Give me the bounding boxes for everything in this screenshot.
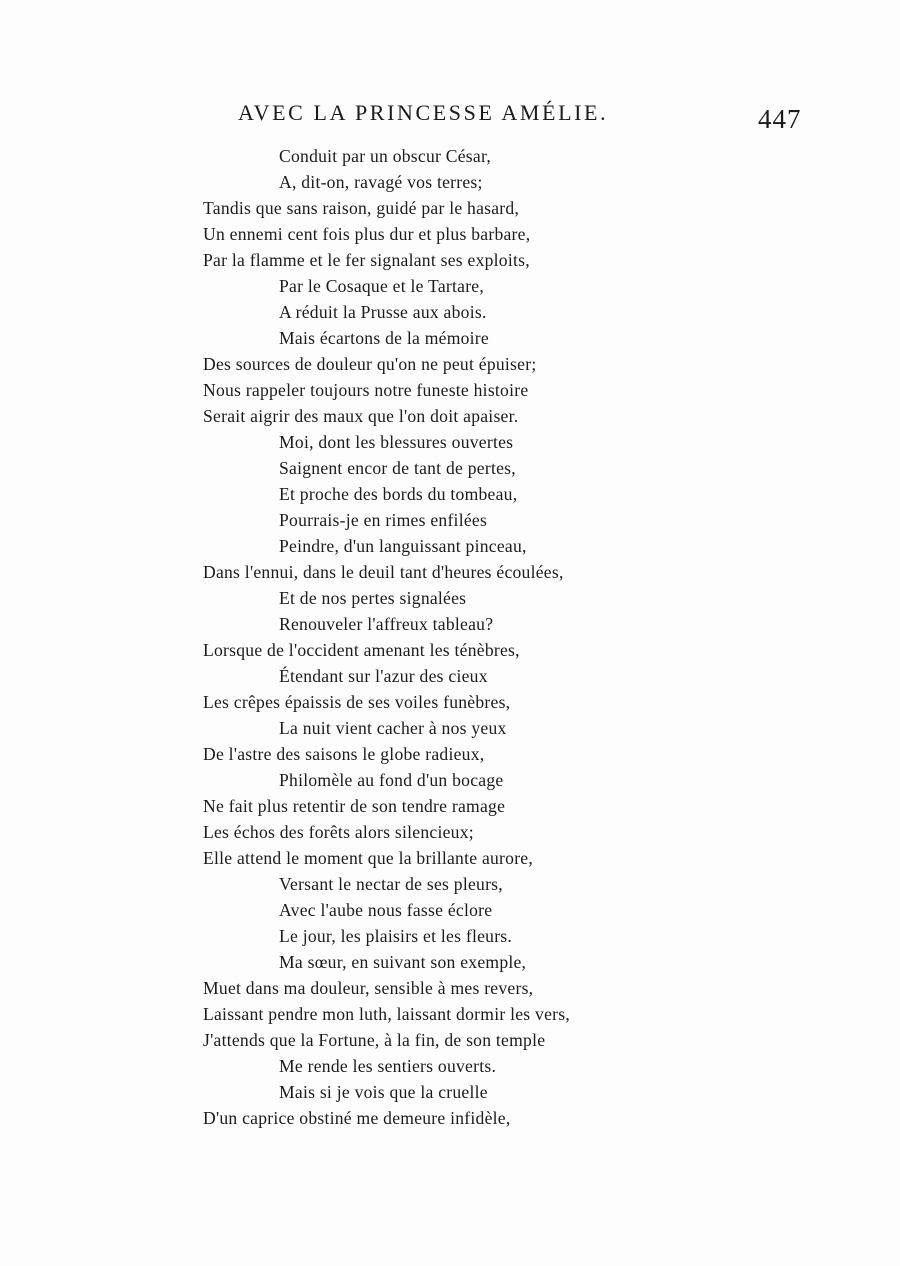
poem-line: Peindre, d'un languissant pinceau,: [279, 536, 527, 556]
poem-line: De l'astre des saisons le globe radieux,: [203, 744, 485, 764]
poem-line: Mais si je vois que la cruelle: [279, 1082, 488, 1102]
poem-line: Elle attend le moment que la brillante aurore,: [203, 848, 534, 868]
poem-line: Serait aigrir des maux que l'on doit apaiser.: [203, 406, 519, 426]
poem-line: Et de nos pertes signalées: [279, 588, 467, 608]
poem-line: Tandis que sans raison, guidé par le hasard,: [203, 198, 520, 218]
poem-line: Philomèle au fond d'un bocage: [279, 770, 504, 790]
poem-line: Pourrais-je en rimes enfilées: [279, 510, 488, 530]
poem-line: Mais écartons de la mémoire: [279, 328, 489, 348]
poem-line: Muet dans ma douleur, sensible à mes revers,: [203, 978, 534, 998]
running-head: AVEC LA PRINCESSE AMÉLIE.: [238, 100, 609, 125]
poem-line: A, dit-on, ravagé vos terres;: [279, 172, 483, 192]
poem-line: Renouveler l'affreux tableau?: [279, 614, 494, 634]
poem-line: La nuit vient cacher à nos yeux: [279, 718, 507, 738]
poem-line: Moi, dont les blessures ouvertes: [279, 432, 514, 452]
poem-line: Versant le nectar de ses pleurs,: [279, 874, 503, 894]
poem-line: Des sources de douleur qu'on ne peut épuiser;: [203, 354, 537, 374]
poem-line: Lorsque de l'occident amenant les ténèbres,: [203, 640, 520, 660]
poem-line: Avec l'aube nous fasse éclore: [279, 900, 493, 920]
poem-line: Dans l'ennui, dans le deuil tant d'heures écoulées,: [203, 562, 564, 582]
poem-line: Les échos des forêts alors silencieux;: [203, 822, 474, 842]
poem-line: Par la flamme et le fer signalant ses exploits,: [203, 250, 530, 270]
poem-line: Étendant sur l'azur des cieux: [279, 666, 488, 686]
poem-line: J'attends que la Fortune, à la fin, de son temple: [203, 1030, 546, 1050]
poem-line: Ne fait plus retentir de son tendre ramage: [203, 796, 506, 816]
poem-line: Un ennemi cent fois plus dur et plus barbare,: [203, 224, 531, 244]
poem-line: Les crêpes épaissis de ses voiles funèbres,: [203, 692, 511, 712]
poem-line: A réduit la Prusse aux abois.: [279, 302, 487, 322]
poem-line: Le jour, les plaisirs et les fleurs.: [279, 926, 513, 946]
poem-line: Nous rappeler toujours notre funeste histoire: [203, 380, 529, 400]
poem-line: Et proche des bords du tombeau,: [279, 484, 518, 504]
poem-line: Ma sœur, en suivant son exemple,: [279, 952, 527, 972]
poem-line: Laissant pendre mon luth, laissant dormir les vers,: [203, 1004, 570, 1024]
poem-line: D'un caprice obstiné me demeure infidèle,: [203, 1108, 511, 1128]
poem-line: Me rende les sentiers ouverts.: [279, 1056, 497, 1076]
poem-body: [203, 143, 673, 1131]
poem-line: Conduit par un obscur César,: [279, 146, 492, 166]
poem-line: Par le Cosaque et le Tartare,: [279, 276, 485, 296]
poem-line: Saignent encor de tant de pertes,: [279, 458, 516, 478]
page-number: 447: [758, 104, 802, 134]
